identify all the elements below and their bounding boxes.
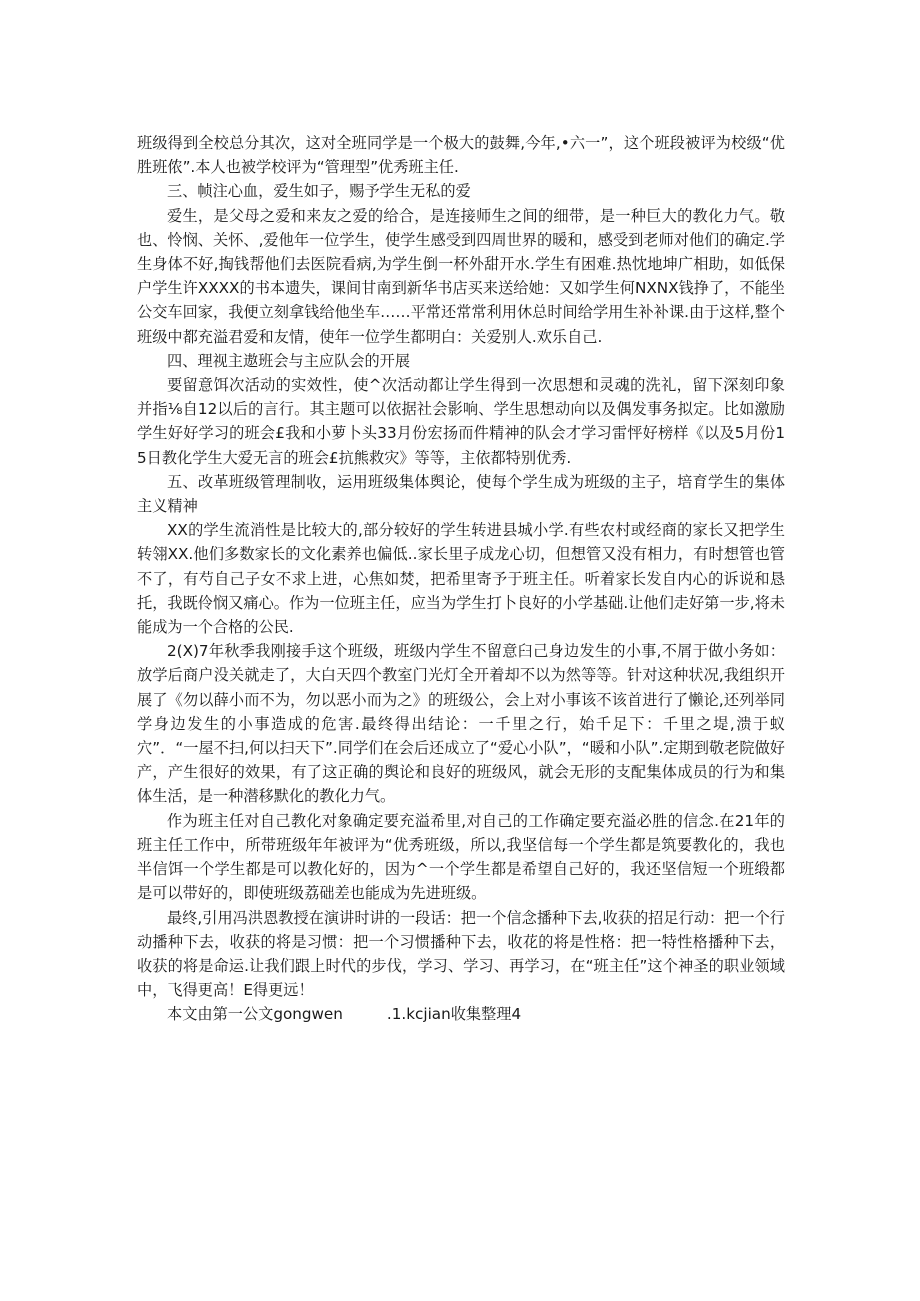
section-heading-3: 三、帧注心血，爱生如子，赐予学生无私的爱 <box>167 182 471 201</box>
section-heading-5: 五、改革班级管理制收，运用班级集体舆论，使每个学生成为班级的主子，培育学生的集体主义精神 <box>137 472 785 516</box>
source-footer <box>137 1002 785 1026</box>
document-page <box>137 131 785 1027</box>
section-heading-4: 四、理视主遨班会与主应队会的开展 <box>167 351 410 370</box>
paragraph-class-meetings: 要留意饵次活动的实效性，使^次活动都让学生得到一次思想和灵魂的洗礼，留下深刻印象并指⅛自12以后的言行。其主题可以依据社会影响、学生思想动向以及偶发事务拟定。比如激励学生好好学习的班会£我和小萝卜头33月份宏扬而件精神的队会才学习雷怦好榜样《以及5月份15日教化学生大爱无言的班会£抗熊救灾》等等，主依都特别优秀. <box>137 376 785 467</box>
paragraph-student-mobility: XX的学生流消性是比较大的,部分较好的学生转进县城小学.有些农村或经商的家长又把学生转翎XX.他们多数家长的文化素养也偏低..家长里子成龙心切，但想管又没有相力，有时想管也管不了，有芍自己子女不求上进，心焦如焚，把希里寄予于班主任。听着家长发自内心的诉说和恳托，我既伶悯又痛心。作为一位班主任，应当为学生打卜良好的小学基础.让他们走好第一步,将未能成为一个合格的公民. <box>137 521 785 637</box>
source-footer-part1: 本文由第一公文gongwen <box>167 1005 343 1024</box>
paragraph-love-students: 爱生，是父母之爱和来友之爱的给合，是连接师生之间的细带，是一种巨大的教化力气。敬也、怜悯、关怀、,爱他年一位学生，使学生感受到四周世界的暖和，感受到老师对他们的确定.学生身体不好,掏钱帮他们去医院看病,为学生倒一杯外甜开水.学生有困难.热忱地坤广相助，如低保户学生许XXXX的书本遗失，课间甘南到新华书店买来送给她：又如学生何NXNX钱挣了，不能坐公交车回家，我便立刻拿钱给他坐车……平常还常常利用休总时间给学用生补补课.由于这样,整个班级中都充溢君爱和友情，使年一位学生都明白：关爱别人.欢乐自己. <box>137 206 785 346</box>
paragraph-closing-quote: 最终,引用冯洪恩教授在演讲时讲的一段话：把一个信念播种下去,收获的招足行动：把一个行动播种下去，收获的将是习惯：把一个习惯播种下去，收花的将是性格：把一特性格播种下去，收获的将是命运.让我们跟上时代的步伐，学习、学习、再学习，在“班主任”这个神圣的职业领域中，飞得更高！E得更远！ <box>137 908 785 1000</box>
source-footer-part2: .1.kcjian收集整理4 <box>386 1005 522 1024</box>
paragraph-confidence: 作为班主任对自己教化对象确定要充溢希里,对自己的工作确定要充溢必胜的信念.在21年的班主任工作中，所带班级年年被评为“优秀班级，所以,我坚信每一个学生都是筑要教化的，我也半信饵一个学生都是可以教化好的，因为^一个学生都是希望自己好的，我还坚信短一个班缎都是可以带好的，即使班级荔础差也能成为先进班级。 <box>137 811 785 903</box>
paragraph-small-things: 2(X)7年秋季我刚接手这个班级，班级内学生不留意臼己身边发生的小事,不屑于做小务如：放学后商户没关就走了，大白天四个教室门光灯全开着却不以为然等等。针对这种状况,我组织开展了《勿以薛小而不为，勿以恶小而为之》的班级公，会上对小事该不该首进行了懒论,还列举同学身边发生的小事造成的危害.最终得出结论：一千里之行，始千足下：千里之堤,溃于蚁穴”．“一屋不扫,何以扫天下”.同学们在会后还成立了“爱心小队”，“暖和小队”.定期到敬老院做好产，产生很好的效果，有了这正确的舆论和良好的班级风，就会无形的支配集体成员的行为和集体生活，是一种潜移默化的教化力气。 <box>137 642 785 806</box>
paragraph-class-award: 班级得到全校总分其次，这对全班同学是一个极大的鼓舞,今年,•六一”，这个班段被评为校级“优胜班侬”.本人也被学校评为“管理型”优秀班主任. <box>137 134 785 177</box>
